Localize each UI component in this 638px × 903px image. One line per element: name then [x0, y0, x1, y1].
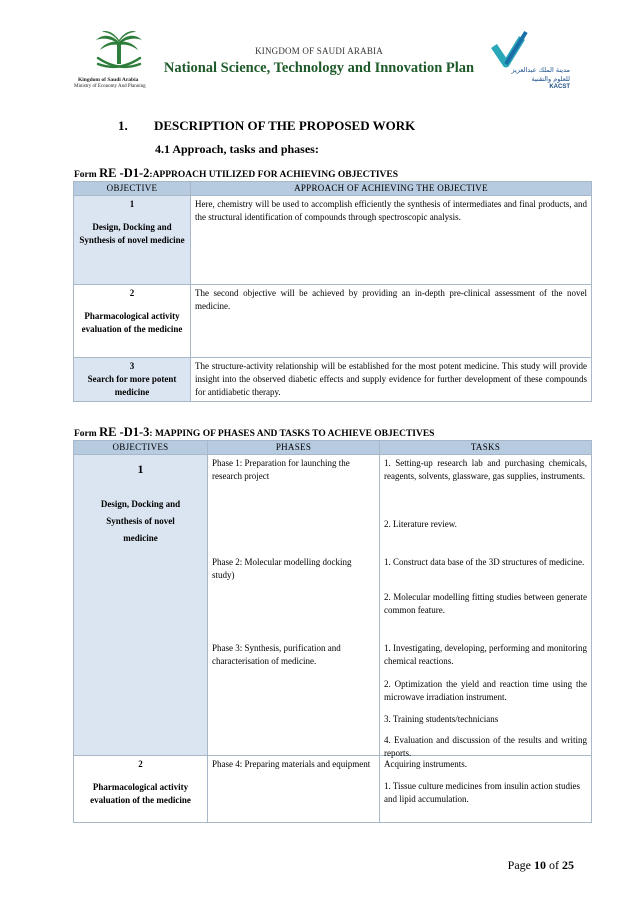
page-label: Page — [507, 858, 534, 872]
objective-name-line-1: Design, Docking and — [100, 499, 181, 510]
objective-name: Pharmacological activity evaluation of the medicine — [81, 311, 183, 335]
page-total: 25 — [562, 858, 574, 872]
objective-cell — [74, 358, 191, 402]
phases-cell: Phase 4: Preparing materials and equipment — [208, 756, 380, 823]
approach-table — [73, 181, 592, 402]
objective-name-line-3: medicine — [123, 532, 158, 543]
table-row — [74, 358, 592, 402]
objective-name: Search for more potent medicine — [87, 374, 177, 398]
table-row — [74, 455, 592, 756]
task-item: 1. Tissue culture medicines from insulin action studies and lipid accumulation. — [384, 780, 580, 804]
plan-title: National Science, Technology and Innovation Plan — [163, 60, 475, 76]
table-row — [74, 285, 592, 358]
subsection-heading: 4.1 Approach, tasks and phases: — [155, 142, 319, 156]
objective-name-line-2: Synthesis of novel — [106, 515, 175, 526]
form2-code: RE -D1-3 — [99, 425, 150, 439]
task-item: 3. Training students/technicians — [384, 714, 499, 724]
col-phases: PHASES — [208, 441, 380, 455]
page-number — [508, 858, 574, 873]
task-item: Acquiring instruments. — [384, 759, 467, 769]
section-number: 1. — [118, 118, 128, 133]
approach-table-header — [74, 182, 592, 196]
kacst-arabic-caption-2: للعلوم والتقنية — [531, 75, 570, 83]
task-item: 1. Setting-up research lab and purchasing chemicals, reagents, solvents, glassware, gas supplies, instruments. — [384, 458, 587, 481]
form2-prefix: Form — [74, 429, 100, 439]
task-item: 1. Investigating, developing, performing and monitoring chemical reactions. — [384, 643, 587, 666]
phases-table-header — [74, 441, 592, 455]
col-objectives: OBJECTIVES — [74, 441, 208, 455]
task-item: 1. Construct data base of the 3D structures of medicine. — [384, 557, 585, 567]
objective-number: 1 — [129, 199, 135, 210]
form1-title — [74, 166, 398, 181]
col-tasks: TASKS — [380, 441, 592, 455]
approach-cell: The second objective will be achieved by providing an in-depth pre-clinical assessment of the novel medicine. — [191, 285, 592, 358]
objective-cell — [74, 455, 208, 756]
tasks-cell — [380, 756, 592, 823]
table-row — [74, 756, 592, 823]
task-item: 2. Optimization the yield and reaction time using the microwave irradiation instrument. — [384, 679, 587, 702]
phase-1: Phase 1: Preparation for launching the research project — [212, 458, 350, 481]
col-objective: OBJECTIVE — [74, 182, 191, 196]
objective-cell — [74, 756, 208, 823]
phase-2: Phase 2: Molecular modelling docking study) — [212, 557, 352, 580]
objective-number: 1 — [137, 462, 144, 476]
page-current: 10 — [534, 858, 546, 872]
kingdom-heading: KINGDOM OF SAUDI ARABIA — [255, 46, 383, 56]
ministry-caption: Kingdom of Saudi Arabia — [78, 77, 139, 83]
form1-prefix: Form — [74, 170, 100, 180]
task-item: 4. Evaluation and discussion of the results and writing reports. — [384, 735, 587, 758]
phase-3: Phase 3: Synthesis, purification and characterisation of medicine. — [212, 643, 341, 666]
objective-name: Design, Docking and Synthesis of novel medicine — [79, 222, 185, 246]
table-row — [74, 196, 592, 285]
page-of: of — [546, 858, 562, 872]
task-item: 2. Molecular modelling fitting studies between generate common feature. — [384, 592, 587, 615]
approach-cell: The structure-activity relationship will be established for the most potent medicine. This study will provide insight into the observed diabetic effects and supply evidence for further development of these compounds for antidiabetic therapy. — [191, 358, 592, 402]
tasks-cell — [380, 455, 592, 756]
kacst-logo — [486, 28, 570, 100]
kacst-english-caption: KACST — [549, 84, 570, 90]
phases-table — [73, 440, 592, 823]
objective-name: Pharmacological activity evaluation of the medicine — [90, 781, 191, 805]
form2-title — [74, 425, 434, 440]
kacst-arabic-caption: مدينة الملك عبدالعزيز — [511, 66, 570, 74]
form1-label: :APPROACH UTILIZED FOR ACHIEVING OBJECTIVES — [149, 170, 399, 180]
col-approach: APPROACH OF ACHIEVING THE OBJECTIVE — [191, 182, 592, 196]
form1-code: RE -D1-2 — [99, 166, 150, 180]
phases-cell — [208, 455, 380, 756]
approach-cell: Here, chemistry will be used to accomplish efficiently the synthesis of intermediates and final products, and the structural identification of compounds through spectroscopic analysis. — [191, 196, 592, 285]
section-heading — [118, 118, 415, 134]
task-item: 2. Literature review. — [384, 519, 457, 529]
objective-number: 2 — [129, 288, 135, 299]
form2-label: : MAPPING OF PHASES AND TASKS TO ACHIEVE OBJECTIVES — [149, 429, 435, 439]
objective-cell — [74, 285, 191, 358]
objective-number: 3 — [129, 361, 135, 372]
objective-number: 2 — [138, 759, 143, 769]
section-title: DESCRIPTION OF THE PROPOSED WORK — [154, 118, 416, 133]
objective-cell — [74, 196, 191, 285]
ministry-caption-sub: Ministry of Economy And Planning — [74, 84, 146, 89]
